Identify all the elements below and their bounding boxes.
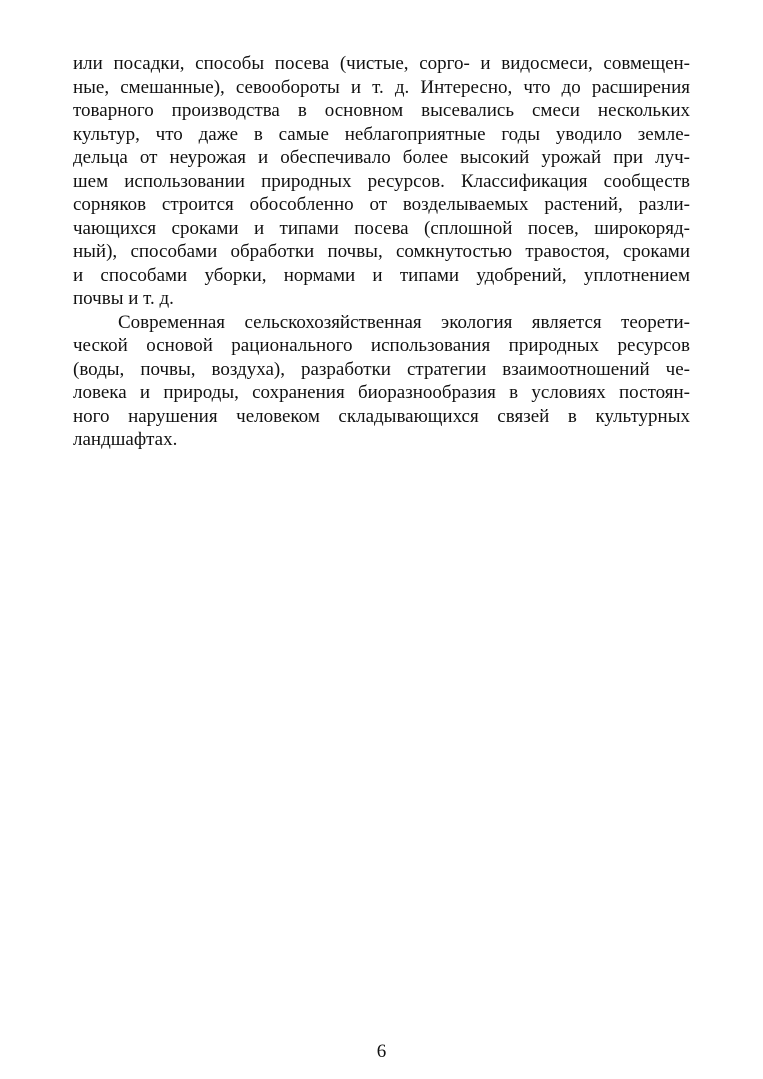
text-line: ловека и природы, сохранения биоразнообразия в условиях постоян- xyxy=(73,382,690,403)
text-line: чающихся сроками и типами посева (сплошной посев, широкоряд- xyxy=(73,217,690,239)
page-number: 6 xyxy=(376,1041,387,1062)
paragraph xyxy=(73,311,690,452)
text-line: почвы и т. д. xyxy=(73,288,174,309)
text-line: шем использовании природных ресурсов. Классификация сообществ xyxy=(73,170,690,192)
text-line: товарного производства в основном высевались смеси нескольких xyxy=(73,100,690,121)
text-line: культур, что даже в самые неблагоприятные годы уводило земле- xyxy=(73,123,690,145)
text-line: ные, смешанные), севообороты и т. д. Интересно, что до расширения xyxy=(73,76,690,98)
text-line: или посадки, способы посева (чистые, сорго- и видосмеси, совмещен- xyxy=(73,53,690,74)
text-line: Современная сельскохозяйственная экология является теорети- xyxy=(118,311,690,333)
text-line: (воды, почвы, воздуха), разработки стратегии взаимоотношений че- xyxy=(73,358,690,380)
text-line: и способами уборки, нормами и типами удобрений, уплотнением xyxy=(73,264,690,286)
paragraph xyxy=(73,52,690,311)
body-text xyxy=(73,52,690,452)
text-line: ландшафтах. xyxy=(73,429,178,450)
text-line: ного нарушения человеком складывающихся связей в культурных xyxy=(73,405,690,427)
text-line: ческой основой рационального использования природных ресурсов xyxy=(73,335,690,356)
text-line: дельца от неурожая и обеспечивало более высокий урожай при луч- xyxy=(73,147,690,168)
text-line: сорняков строится обособленно от возделываемых растений, разли- xyxy=(73,194,690,215)
text-line: ный), способами обработки почвы, сомкнутостью травостоя, сроками xyxy=(73,241,690,262)
